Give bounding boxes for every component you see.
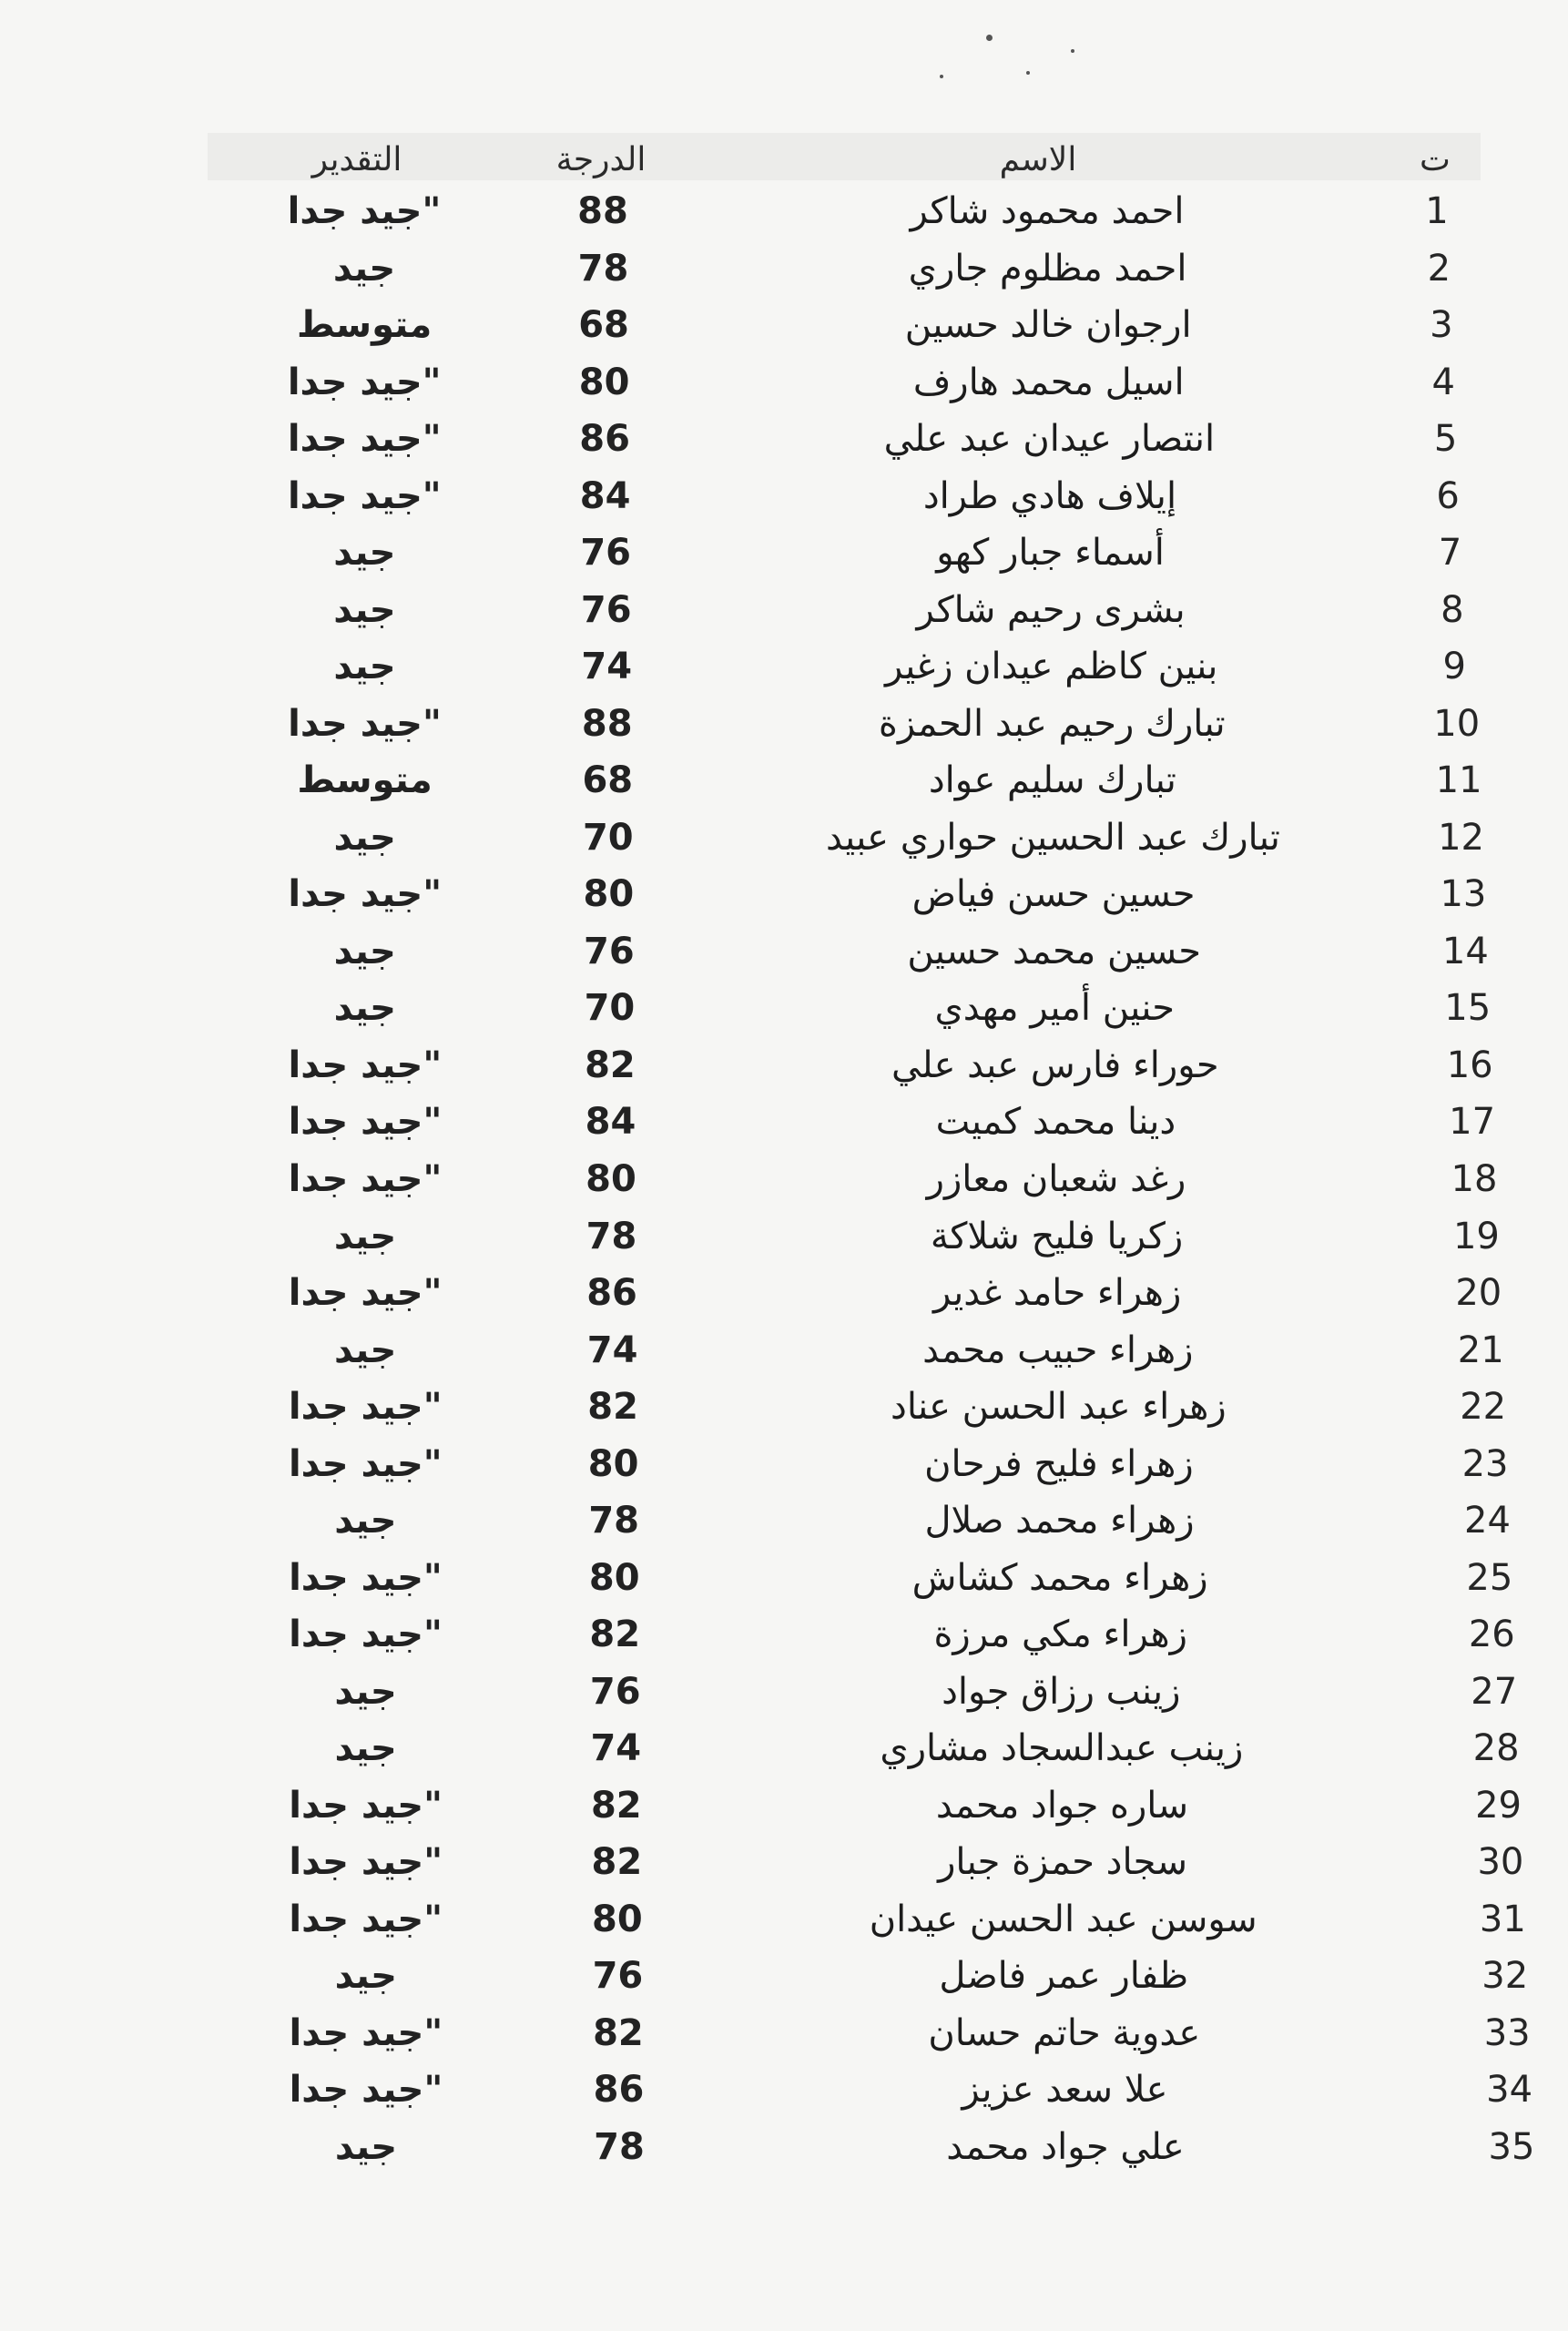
cell-name: احمد مظلوم جاري <box>908 247 1187 290</box>
cell-num: 5 <box>1433 418 1458 461</box>
cell-rating: جيد جدا" <box>289 1841 443 1884</box>
cell-name: تبارك رحيم عبد الحمزة <box>878 702 1226 745</box>
scan-speck <box>986 35 993 41</box>
cell-name: علي جواد محمد <box>946 2126 1185 2168</box>
cell-rating: جيد <box>333 532 396 575</box>
cell-rating: جيد جدا" <box>287 190 442 232</box>
cell-grade: 82 <box>593 2011 644 2054</box>
cell-grade: 82 <box>591 1841 643 1884</box>
cell-grade: 78 <box>588 1500 640 1542</box>
cell-grade: 80 <box>587 1442 639 1485</box>
cell-name: حسين محمد حسين <box>907 930 1201 972</box>
cell-rating: جيد <box>334 1328 397 1371</box>
cell-name: زهراء عبد الحسن عناد <box>891 1386 1227 1429</box>
cell-grade: 74 <box>581 646 633 688</box>
cell-num: 33 <box>1483 2011 1531 2054</box>
cell-grade: 68 <box>582 759 634 802</box>
cell-grade: 82 <box>590 1784 642 1827</box>
cell-name: ساره جواد محمد <box>935 1784 1189 1827</box>
cell-rating: متوسط <box>297 759 433 802</box>
cell-grade: 78 <box>585 1215 637 1257</box>
cell-grade: 86 <box>586 1272 637 1315</box>
cell-grade: 78 <box>594 2126 645 2168</box>
scan-speck <box>940 75 943 78</box>
cell-rating: جيد <box>333 646 396 688</box>
cell-rating: جيد <box>334 1727 397 1770</box>
cell-rating: جيد <box>333 1215 397 1257</box>
cell-grade: 76 <box>580 588 632 631</box>
cell-num: 16 <box>1446 1043 1493 1086</box>
cell-name: زهراء فليح فرحان <box>924 1442 1194 1485</box>
cell-rating: جيد جدا" <box>288 702 442 745</box>
cell-num: 27 <box>1471 1670 1518 1713</box>
cell-rating: جيد جدا" <box>289 1784 443 1827</box>
cell-num: 21 <box>1457 1328 1504 1371</box>
cell-grade: 82 <box>589 1613 641 1656</box>
cell-name: أسماء جبار كهو <box>936 532 1165 575</box>
cell-grade: 88 <box>581 702 633 745</box>
cell-name: حنين أمير مهدي <box>934 987 1176 1030</box>
cell-num: 1 <box>1425 190 1449 232</box>
cell-name: بنين كاظم عيدان زغير <box>885 646 1218 688</box>
cell-name: زهراء حبيب محمد <box>922 1328 1194 1371</box>
cell-grade: 70 <box>582 816 634 859</box>
cell-name: حوراء فارس عبد علي <box>891 1043 1219 1086</box>
cell-grade: 76 <box>584 930 635 972</box>
cell-num: 24 <box>1464 1500 1511 1542</box>
cell-rating: جيد <box>333 987 396 1030</box>
cell-num: 11 <box>1435 759 1482 802</box>
cell-grade: 78 <box>577 247 629 290</box>
cell-rating: جيد جدا" <box>287 474 442 517</box>
header-grade: الدرجة <box>555 141 647 178</box>
cell-name: دينا محمد كميت <box>935 1101 1176 1144</box>
cell-grade: 84 <box>579 474 631 517</box>
cell-rating: جيد جدا" <box>288 873 443 916</box>
cell-num: 12 <box>1438 816 1484 859</box>
cell-name: إيلاف هادي طراد <box>922 474 1177 517</box>
cell-grade: 86 <box>593 2069 645 2112</box>
cell-num: 28 <box>1472 1727 1520 1770</box>
cell-name: تبارك سليم عواد <box>928 759 1176 802</box>
scan-speck <box>1026 71 1030 75</box>
cell-num: 4 <box>1431 361 1455 403</box>
cell-rating: جيد جدا" <box>288 1101 443 1144</box>
cell-grade: 74 <box>586 1328 638 1371</box>
cell-rating: جيد جدا" <box>288 1442 443 1485</box>
cell-rating: جيد <box>333 930 396 972</box>
cell-name: بشرى رحيم شاكر <box>916 588 1186 631</box>
cell-rating: جيد جدا" <box>287 418 442 461</box>
cell-grade: 76 <box>589 1670 641 1713</box>
cell-rating: جيد <box>334 1500 397 1542</box>
cell-num: 25 <box>1466 1556 1513 1599</box>
cell-name: ظفار عمر فاضل <box>939 1955 1189 1998</box>
cell-name: عدوية حاتم حسان <box>928 2011 1201 2054</box>
cell-rating: جيد جدا" <box>289 2069 443 2112</box>
cell-num: 22 <box>1460 1386 1507 1429</box>
cell-name: زهراء محمد كشاش <box>911 1556 1208 1599</box>
cell-grade: 84 <box>585 1101 636 1144</box>
cell-name: تبارك عبد الحسين حواري عبيد <box>826 816 1280 859</box>
cell-grade: 88 <box>577 190 628 232</box>
cell-rating: جيد جدا" <box>289 1613 443 1656</box>
cell-num: 14 <box>1441 930 1489 972</box>
cell-num: 32 <box>1481 1955 1529 1998</box>
cell-num: 10 <box>1433 702 1481 745</box>
cell-num: 31 <box>1479 1898 1526 1940</box>
cell-grade: 80 <box>578 361 630 403</box>
cell-num: 15 <box>1444 987 1492 1030</box>
cell-name: ارجوان خالد حسين <box>904 304 1192 347</box>
cell-num: 19 <box>1452 1215 1500 1257</box>
header-rating: التقدير <box>311 141 402 178</box>
cell-name: رغد شعبان معازر <box>926 1158 1186 1200</box>
cell-grade: 80 <box>592 1898 643 1940</box>
cell-name: سوسن عبد الحسن عيدان <box>869 1898 1257 1940</box>
cell-rating: جيد جدا" <box>288 1386 443 1429</box>
cell-name: حسين حسن فياض <box>911 873 1196 916</box>
cell-grade: 76 <box>580 532 632 575</box>
cell-grade: 86 <box>579 418 630 461</box>
cell-rating: جيد جدا" <box>289 1556 443 1599</box>
cell-num: 6 <box>1436 474 1460 517</box>
cell-name: زكريا فليح شلاكة <box>930 1215 1184 1257</box>
cell-rating: جيد جدا" <box>289 2011 443 2054</box>
cell-grade: 74 <box>590 1727 642 1770</box>
cell-num: 3 <box>1430 304 1453 347</box>
cell-name: زهراء محمد صلال <box>924 1500 1195 1542</box>
cell-grade: 68 <box>578 304 629 347</box>
cell-grade: 80 <box>583 873 635 916</box>
cell-grade: 80 <box>588 1556 640 1599</box>
cell-grade: 82 <box>585 1043 636 1086</box>
cell-rating: جيد <box>334 1955 397 1998</box>
cell-name: احمد محمود شاكر <box>910 190 1185 232</box>
cell-rating: جيد <box>334 1670 397 1713</box>
cell-name: زهراء مكي مرزة <box>933 1613 1187 1656</box>
cell-name: سجاد حمزة جبار <box>938 1841 1188 1884</box>
cell-rating: جيد <box>333 816 396 859</box>
cell-num: 20 <box>1455 1272 1502 1315</box>
cell-grade: 80 <box>585 1158 636 1200</box>
cell-rating: جيد جدا" <box>288 1158 443 1200</box>
cell-num: 23 <box>1461 1442 1509 1485</box>
cell-rating: جيد <box>334 2126 398 2168</box>
cell-num: 8 <box>1441 588 1464 631</box>
cell-num: 13 <box>1440 873 1487 916</box>
cell-num: 2 <box>1427 247 1451 290</box>
cell-num: 35 <box>1488 2126 1535 2168</box>
cell-rating: جيد جدا" <box>288 1272 443 1315</box>
cell-rating: جيد جدا" <box>287 361 442 403</box>
cell-num: 7 <box>1438 532 1462 575</box>
cell-num: 17 <box>1449 1101 1496 1144</box>
cell-rating: جيد جدا" <box>288 1043 443 1086</box>
cell-num: 29 <box>1475 1784 1522 1827</box>
cell-num: 9 <box>1442 646 1467 688</box>
cell-name: زينب عبدالسجاد مشاري <box>880 1727 1244 1770</box>
cell-name: علا سعد عزيز <box>962 2069 1168 2112</box>
cell-num: 18 <box>1451 1158 1498 1200</box>
cell-rating: جيد <box>332 247 396 290</box>
cell-grade: 82 <box>587 1386 638 1429</box>
cell-name: زينب رزاق جواد <box>942 1670 1181 1713</box>
cell-grade: 76 <box>592 1955 644 1998</box>
header-num: ت <box>1420 141 1451 178</box>
cell-num: 26 <box>1468 1613 1515 1656</box>
cell-rating: متوسط <box>296 304 433 347</box>
scan-speck <box>1071 49 1074 53</box>
cell-num: 34 <box>1486 2069 1533 2112</box>
cell-name: زهراء حامد غدير <box>933 1272 1182 1315</box>
cell-num: 30 <box>1477 1841 1524 1884</box>
header-name: الاسم <box>999 141 1077 178</box>
cell-name: انتصار عيدان عبد علي <box>883 418 1216 461</box>
cell-rating: جيد جدا" <box>289 1898 443 1940</box>
cell-name: اسيل محمد هارف <box>912 361 1185 403</box>
cell-rating: جيد <box>333 588 396 631</box>
cell-grade: 70 <box>584 987 636 1030</box>
